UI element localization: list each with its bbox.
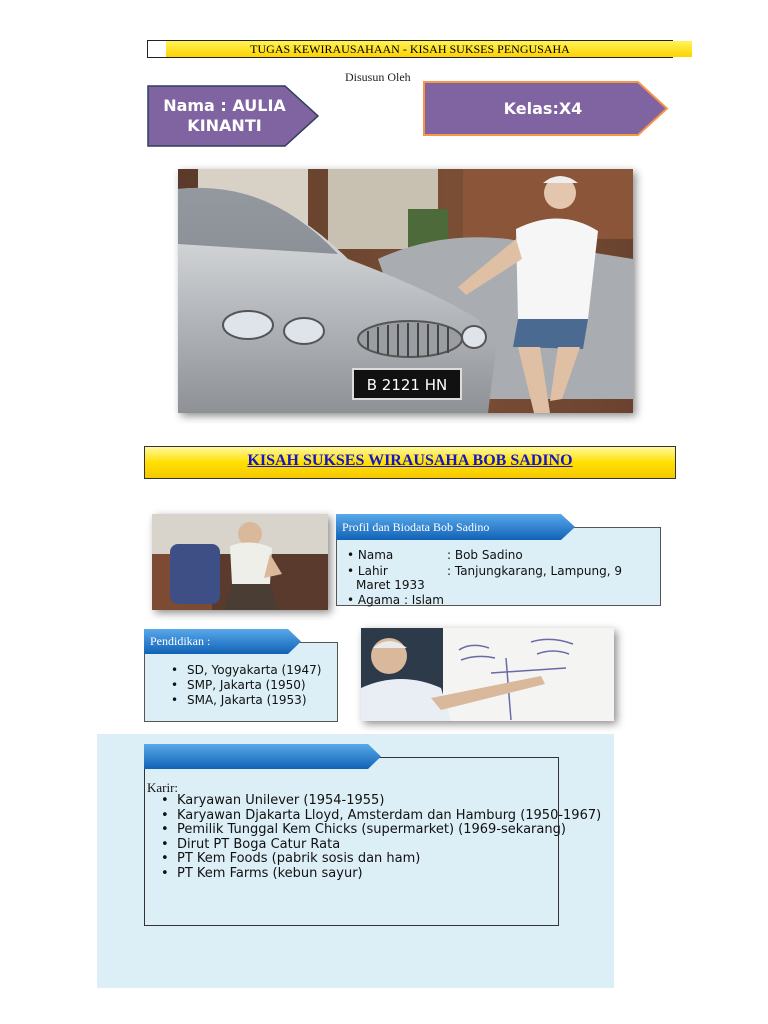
profile-photo (152, 514, 328, 610)
bio-name-value: : Bob Sadino (447, 548, 523, 562)
class-arrow-box (423, 81, 669, 136)
career-tab (144, 744, 382, 769)
list-item: • Karyawan Djakarta Lloyd, Amsterdam dan Hamburg (1950-1967) (159, 809, 601, 824)
education-box (144, 642, 338, 722)
bio-religion: • Agama : Islam (347, 593, 444, 607)
compiled-by-label: Disusun Oleh (345, 70, 411, 84)
education-list (171, 663, 321, 708)
story-title-bar (144, 446, 676, 479)
career-box (144, 757, 602, 926)
list-item: • PT Kem Farms (kebun sayur) (159, 867, 601, 882)
class-label: Kelas:X4 (503, 98, 583, 118)
list-item: • SMP, Jakarta (1950) (171, 678, 321, 693)
student-name: Nama : AULIA KINANTI (163, 96, 286, 135)
whiteboard-photo (361, 628, 614, 721)
profile-tab (336, 514, 576, 540)
bio-birth-value: : Tanjungkarang, Lampung, 9 (447, 564, 622, 578)
list-item: • SD, Yogyakarta (1947) (171, 663, 321, 678)
profile-heading: Profil dan Biodata Bob Sadino (342, 519, 490, 534)
story-title: KISAH SUKSES WIRAUSAHA BOB SADINO (247, 452, 573, 469)
header-banner (147, 40, 673, 58)
career-heading: Karir: (147, 780, 179, 795)
bio-birth-label: • Lahir (347, 564, 388, 578)
list-item: • Karyawan Unilever (1954-1955) (159, 794, 601, 809)
list-item: • PT Kem Foods (pabrik sosis dan ham) (159, 852, 601, 867)
list-item: • Dirut PT Boga Catur Rata (159, 838, 601, 853)
education-tab (144, 629, 302, 654)
list-item: • Pemilik Tunggal Kem Chicks (supermarket) (1969-sekarang) (159, 823, 601, 838)
car-plate-text: B 2121 HN (366, 376, 448, 394)
education-heading: Pendidikan : (150, 634, 211, 648)
list-item: • SMA, Jakarta (1953) (171, 693, 321, 708)
name-arrow-box (147, 85, 320, 147)
main-photo-car (178, 169, 633, 413)
header-banner-text: TUGAS KEWIRAUSAHAAN - KISAH SUKSES PENGUSAHA (250, 42, 570, 56)
bio-birth-date: Maret 1933 (356, 578, 425, 592)
bio-name-label: • Nama (347, 548, 394, 562)
career-list (159, 794, 601, 882)
